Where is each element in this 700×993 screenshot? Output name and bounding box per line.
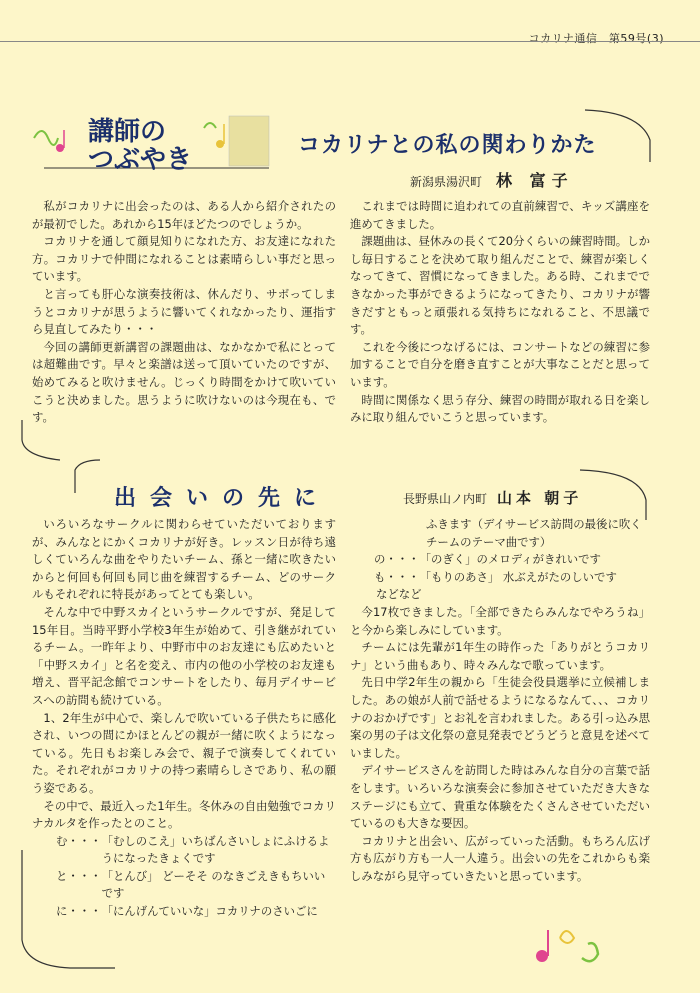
column-logo-title	[88, 118, 192, 174]
author1-name: 林 富子	[496, 171, 574, 190]
article1-title: コカリナとの私の関わりかた	[298, 132, 597, 158]
paragraph: コカリナを通して顔見知りになれた方、お友達になれた方。コカリナで仲間になれることは素晴らしい事だと思っています。	[32, 234, 336, 284]
karuta-item	[350, 551, 650, 569]
article2-title: 出会いの先に	[114, 485, 331, 511]
paragraph: 先日中学2年生の親から「生徒会役員選挙に立候補しました。あの娘が人前で話せるようになるなんて、、、コカリナのおかげです」とお礼を言われました。ある引っ込み思案の男の子は文化祭の意見発表でどうどうと意見を述べていました。	[350, 675, 650, 760]
paragraph: 時間に関係なく思う存分、練習の時間が取れる日を楽しみに取り組んでいこうと思っています。	[350, 392, 650, 425]
article2-left-column	[32, 516, 336, 921]
karuta-text: 「のぎく」のメロディがきれいです	[419, 552, 601, 567]
paragraph: コカリナと出会い、広がっていった活動。もちろん広げ方も広がり方も一人一人違う。出会いの先をこれからも楽しみながら見守っていきたいと思っています。	[350, 833, 650, 883]
music-note-icon	[34, 130, 64, 152]
logo-line2: つぶやき	[88, 145, 193, 175]
paragraph: そんな中で中野スカイというサークルですが、発足して15年目。当時平野小学校3年生が始めて、引き継がれているチーム。一昨年より、中野市中のお友達にも広めたいと「中野スカイ」と名を変え、市内の他の小学校のお友達も増え、晋平記念館でコンサートをしたり、毎月デイサービスへの訪問も続けている。	[32, 604, 336, 707]
paragraph: 今17枚できました。「全部できたらみんなでやろうね」と今から楽しみにしています。	[350, 604, 650, 637]
article1-left-column	[32, 198, 336, 427]
karuta-key: と・・・	[56, 868, 102, 883]
karuta-key: も・・・	[374, 569, 420, 584]
paragraph: 今回の講師更新講習の課題曲は、なかなかで私にとっては超難曲です。早々と楽譜は送って頂いていたのですが、始めてみると吹けません。じっくり時間をかけて吹いていこうと決めました。思うように吹けないのは今現在も、です。	[32, 339, 336, 425]
music-note-icon	[530, 918, 610, 968]
karuta-end: などなど	[376, 587, 422, 602]
karuta-item	[32, 903, 336, 921]
karuta-continued	[350, 516, 650, 604]
paragraph: その中で、最近入った1年生。冬休みの自由勉強でコカリナカルタを作ったとのこと。	[32, 798, 336, 831]
paragraph: これを今後につなげるには、コンサートなどの練習に参加することで自分を磨き直すことが大事なことだと思っています。	[350, 339, 650, 389]
paragraph: 課題曲は、昼休みの長くて20分くらいの練習時間。しかし毎日することを決めて取り組んだことで、練習が楽しくなってきて、習慣になってきました。ある時、これまでできなかった事ができるようになってきたり、コカリナが響きだすともっと頑張れる気持ちになれること、不思議です。	[350, 234, 650, 337]
paragraph: 1、2年生が中心で、楽しんで吹いている子供たちに感化され、いつの間にかほとんどの親が一緒に吹くようになっている。先日もお楽しみ会で、親子で演奏してくれていた。それぞれがコカリナの持つ素晴らしさであり、私の願う姿である。	[32, 710, 336, 795]
author2-place: 長野県山ノ内町	[403, 492, 488, 506]
karuta-item	[32, 868, 336, 903]
karuta-item	[350, 569, 650, 587]
karuta-cont-text: ふきます（デイサービス訪問の最後に吹くチームのテーマ曲です）	[426, 517, 642, 549]
article2-byline	[403, 487, 582, 508]
logo-line1: 講師の	[88, 117, 167, 147]
karuta-key: む・・・	[56, 833, 102, 848]
paragraph: チームには先輩が1年生の時作った「ありがとうコカリナ」という曲もあり、時々みんなで歌っています。	[350, 640, 650, 672]
author1-place: 新潟県湯沢町	[410, 175, 483, 189]
karuta-text: 「むしのこえ」いちばんさいしょにふけるようになったきょくです	[101, 833, 330, 866]
karuta-key: に・・・	[56, 904, 102, 919]
karuta-item	[32, 833, 336, 868]
karuta-text: 「とんび」 どーそそ のなきごえきもちいいです	[101, 868, 326, 901]
article1-byline	[410, 168, 574, 191]
paragraph: と言っても肝心な演奏技術は、休んだり、サボってしまうとコカリナが思うように響いてくれなかったり、運指すら見直してみたり・・・	[32, 286, 336, 337]
karuta-list	[32, 833, 336, 921]
article1-right-column	[350, 198, 650, 427]
header-text: コカリナ通信 第59号(3)	[528, 32, 664, 45]
karuta-text: 「にんげんていいな」コカリナのさいごに	[101, 904, 318, 919]
karuta-text: 「もりのあさ」 水ぶえがたのしいです	[419, 569, 617, 584]
karuta-key: の・・・	[374, 552, 420, 567]
paragraph: これまでは時間に追われての直前練習で、キッズ講座を進めてきました。	[350, 199, 650, 231]
article2-right-column	[350, 516, 650, 885]
paragraph: いろいろなサークルに関わらせていただいておりますが、みんなとにかくコカリナが好き。レッスン日が待ち遠しくていろんな曲をやりたいチーム、孫と一緒に吹きたいからと何回も何回も同じ曲を練習するチーム、どのサークルもそれぞれに特長があってとても楽しい。	[32, 517, 336, 602]
paragraph: 私がコカリナに出会ったのは、ある人から紹介されたのが最初でした。あれから15年ほどたつのでしょうか。	[32, 199, 336, 231]
paragraph: デイサービスさんを訪問した時はみんな自分の言葉で話をします。いろいろな演奏会に参加させていただき大きなステージにも立て、貴重な体験をたくさんさせていただいているのも大きな要因。	[350, 763, 650, 831]
author2-name: 山本 朝子	[497, 489, 583, 507]
music-note-icon	[204, 123, 224, 148]
